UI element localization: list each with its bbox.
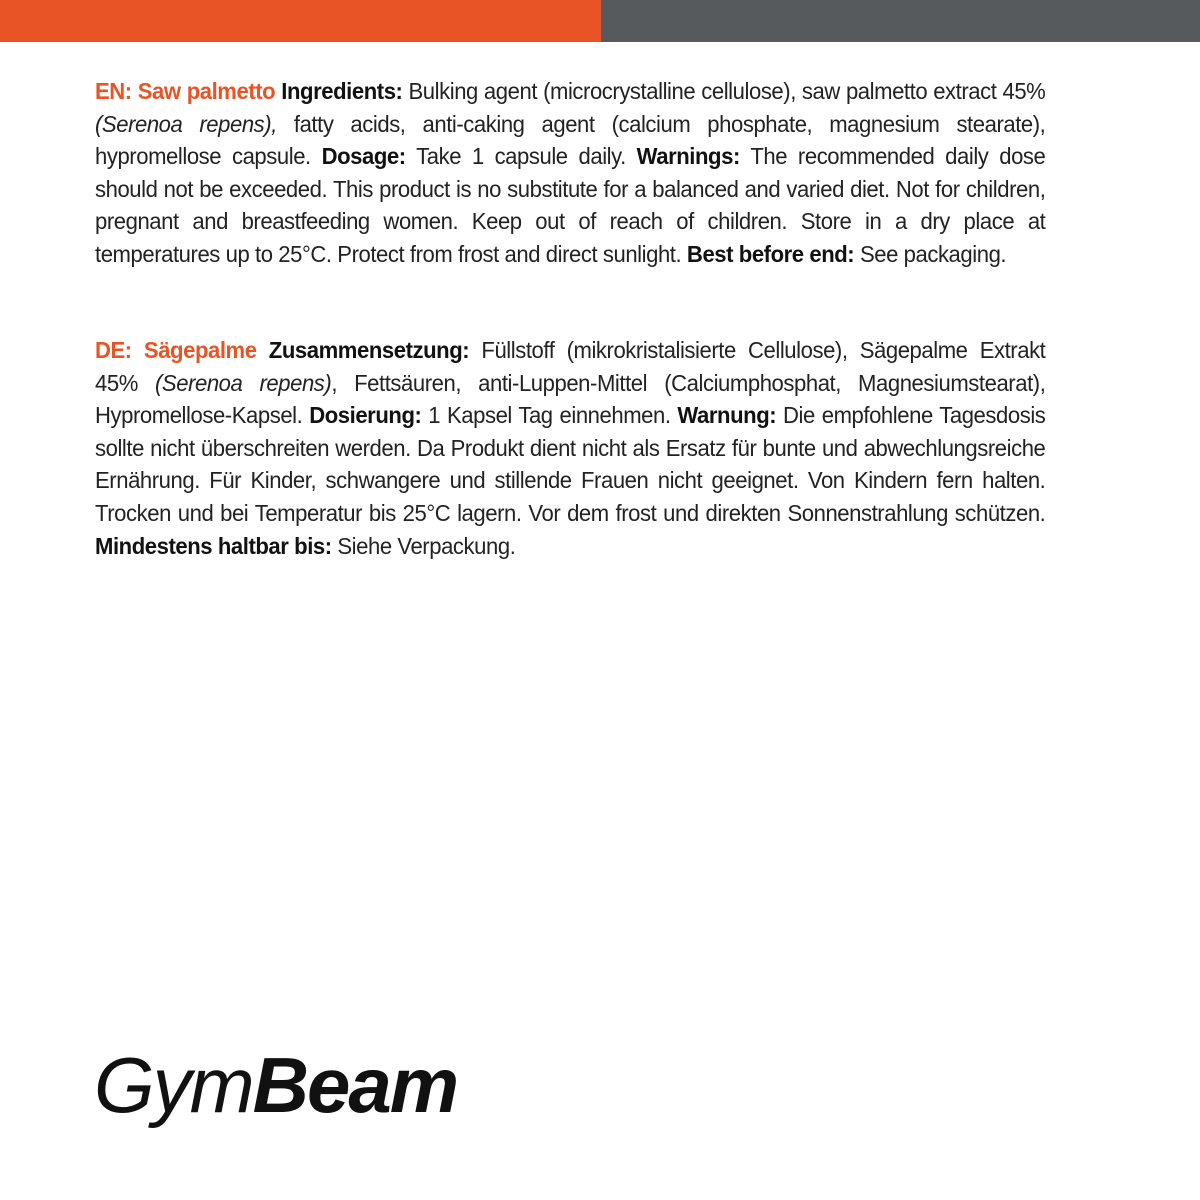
warnings-text-en: The recommended daily dose should not be exceeded. This product is no substitute for a balanced and varied diet. Not for children, pregnant and breastfeeding women. Keep out of reach of children. Store in a dry place at temperatures up to 25°C. Protect from frost and direct sunlight. <box>95 143 1046 267</box>
german-label-text <box>95 334 1045 562</box>
dosage-label-de: Dosierung: <box>309 402 422 429</box>
english-label-text <box>95 75 1045 271</box>
best-before-label-de: Mindestens haltbar bis: <box>95 532 332 559</box>
top-bar-orange-segment <box>0 0 601 42</box>
ingredients-text-de: Füllstoff (mikrokristalisierte Cellulose), Sägepalme Extrakt 45% <box>95 337 1046 396</box>
ingredients-rest-de: , Fettsäuren, anti-Luppen-Mittel (Calciumphosphat, Magnesiumstearat), Hypromellose-Kapsel. <box>95 369 1046 429</box>
warnings-text-de: Die empfohlene Tagesdosis sollte nicht überschreiten werden. Da Produkt dient nicht als Ersatz für bunte und abwechlungsreiche Ernährung. Für Kinder, schwangere und stillende Frauen nicht geeignet. Von Kindern fern halten. Trocken und bei Temperatur bis 25°C lagern. Vor dem frost und direkten Sonnenstrahlung schützen. <box>95 402 1046 526</box>
best-before-label-en: Best before end: <box>686 240 855 267</box>
dosage-text-en: Take 1 capsule daily. <box>405 143 637 170</box>
logo-text-gym: Gym <box>94 1041 253 1129</box>
dosage-label-en: Dosage: <box>321 143 406 170</box>
warnings-label-en: Warnings: <box>636 143 740 170</box>
ingredients-label-de: Zusammensetzung: <box>268 337 470 363</box>
language-heading-de: DE: Sägepalme <box>95 337 257 363</box>
gymbeam-logo <box>94 1040 457 1130</box>
latin-name-de: (Serenoa repens) <box>155 369 332 396</box>
top-bar-gray-segment <box>601 0 1200 42</box>
best-before-text-en: See packaging. <box>854 240 1007 267</box>
warnings-label-de: Warnung: <box>677 402 777 429</box>
latin-name-en: (Serenoa repens), <box>95 110 277 137</box>
logo-text-beam: Beam <box>252 1041 458 1129</box>
ingredients-label-en: Ingredients: <box>281 78 403 104</box>
top-color-bar <box>0 0 1200 42</box>
language-heading-en: EN: Saw palmetto <box>95 78 276 104</box>
best-before-text-de: Siehe Verpackung. <box>331 532 516 559</box>
ingredients-rest-en: fatty acids, anti-caking agent (calcium phosphate, magnesium stearate), hypromellose capsule. <box>95 110 1046 170</box>
ingredients-text-en: Bulking agent (microcrystalline cellulose), saw palmetto extract 45% <box>402 78 1046 104</box>
dosage-text-de: 1 Kapsel Tag einnehmen. <box>421 402 678 429</box>
